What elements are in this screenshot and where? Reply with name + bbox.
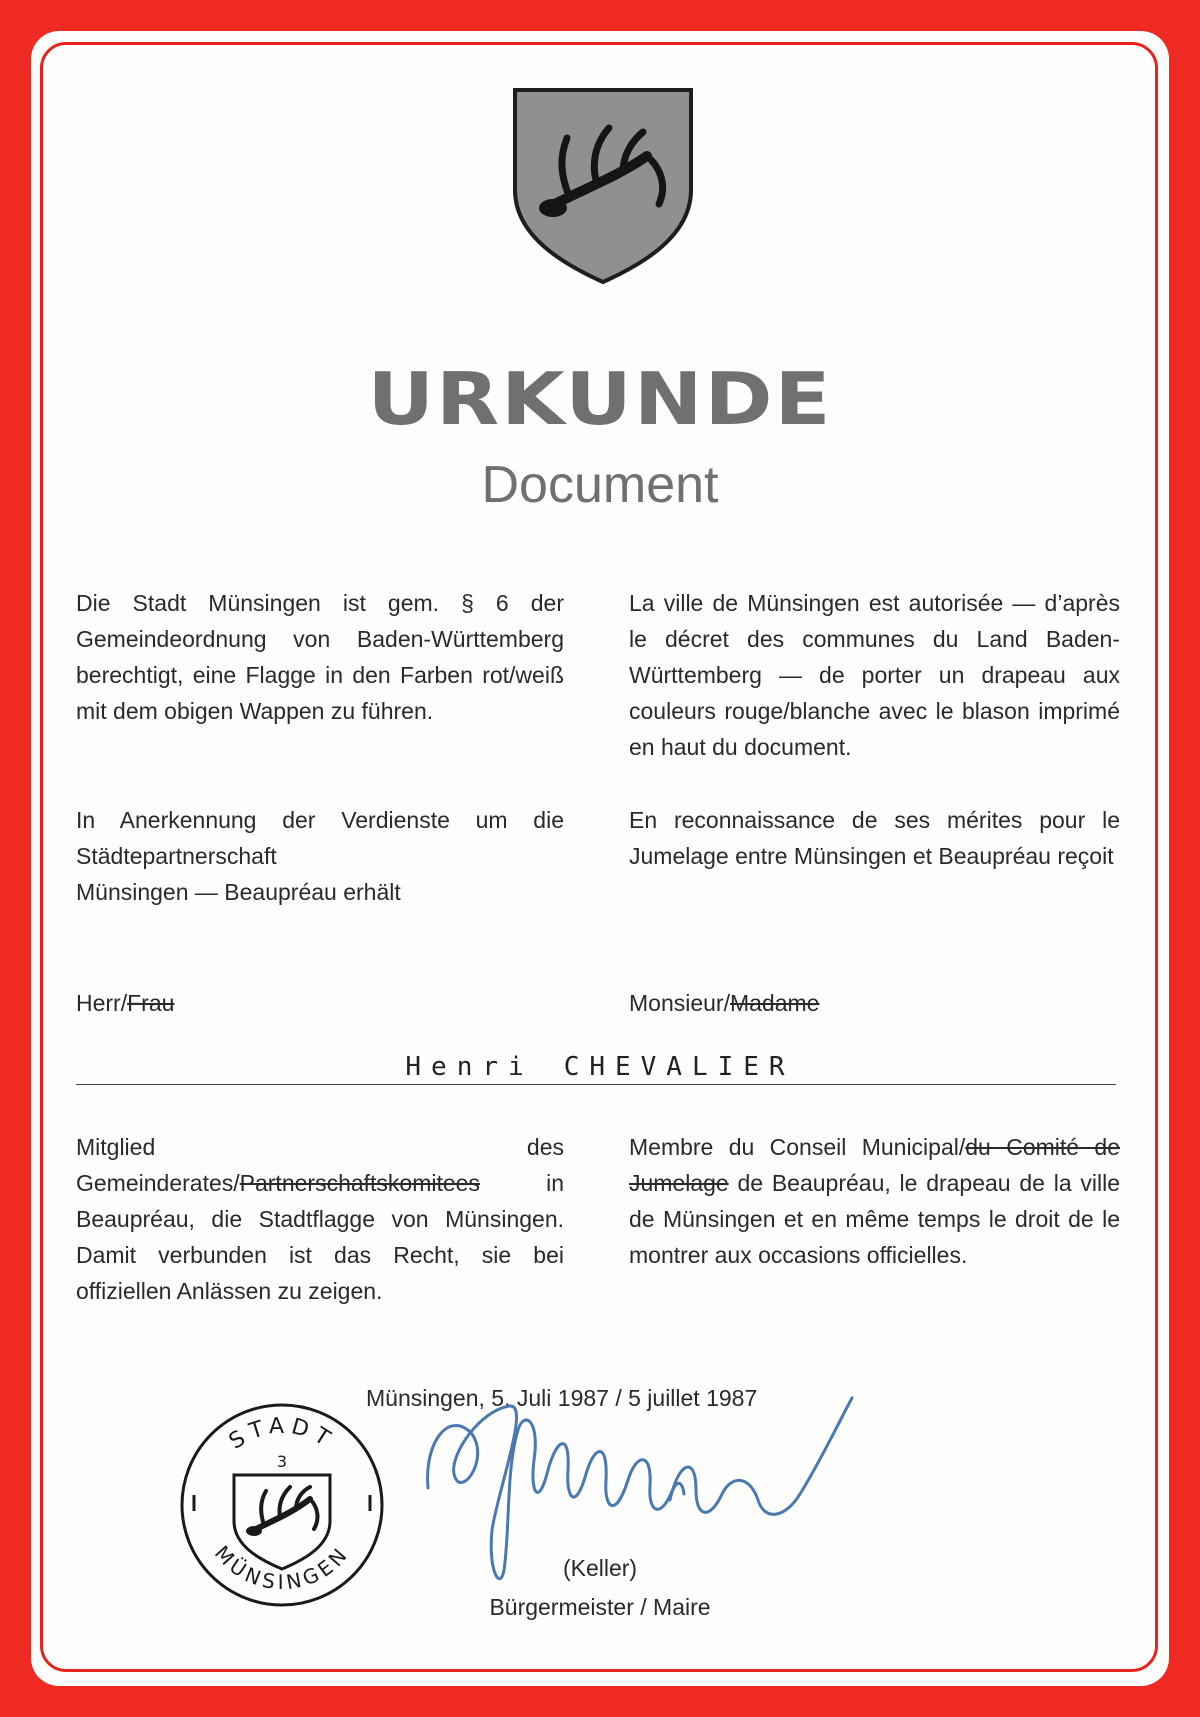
svg-text:STADT [225, 1414, 339, 1455]
award-text-fr [629, 1129, 1120, 1273]
salutation-fr [629, 985, 1120, 1021]
salutation-kept-fr: Monsieur/ [629, 990, 730, 1016]
award-after-fr: de Beaupréau, le drapeau de la ville de Münsingen et en même temps le droit de le montrer aux occasions officielles. [629, 1170, 1120, 1268]
award-after-de: in Beaupréau, die Stadtflagge von Münsingen. Damit verbunden ist das Recht, sie bei offiziellen Anlässen zu zeigen. [76, 1170, 564, 1304]
page-title: URKUNDE [367, 358, 833, 442]
recipient-name [0, 1052, 1200, 1082]
name-underline [76, 1084, 1116, 1085]
salutation-struck-de: Frau [127, 990, 175, 1016]
recognition-line-1: In Anerkennung der Verdienste um die [76, 807, 564, 833]
award-struck-de: Partnerschaftskomitees [239, 1170, 480, 1196]
seal-bottom-text: MÜNSINGEN [209, 1540, 355, 1595]
place-and-date: Münsingen, 5. Juli 1987 / 5 juillet 1987 [366, 1385, 758, 1411]
signatory-name: (Keller) [562, 1555, 638, 1581]
award-text-de [76, 1129, 564, 1309]
intro-text-de: Die Stadt Münsingen ist gem. § 6 der Gemeindeordnung von Baden-Württemberg berechtigt, eine Flagge in den Farben rot/weiß mit dem obigen Wappen zu führen. [76, 590, 564, 724]
seal-number: 3 [276, 1452, 288, 1471]
recipient-first-name: Henri [405, 1052, 534, 1082]
city-seal-stamp [172, 1395, 392, 1615]
award-before-fr: Membre du Conseil Municipal/ [629, 1134, 966, 1160]
award-struck-fr: du Comité de Jumelage [629, 1134, 1120, 1196]
salutation-kept-de: Herr/ [76, 990, 128, 1016]
seal-top-text: STADT [224, 1413, 340, 1455]
recognition-line-3: Münsingen — Beaupréau erhält [76, 879, 401, 905]
signatory-role: Bürgermeister / Maire [489, 1594, 711, 1620]
salutation-struck-fr: Madame [729, 990, 820, 1016]
salutation-de [76, 985, 564, 1021]
recognition-line-2: Städtepartnerschaft [76, 843, 277, 869]
award-before-de: Mitglied des Gemeinderates/ [76, 1134, 564, 1196]
recipient-last-name: CHEVALIER [563, 1052, 795, 1082]
recognition-text-fr: En reconnaissance de ses mérites pour le Jumelage entre Münsingen et Beaupréau reçoit [629, 807, 1120, 869]
coat-of-arms-icon [511, 86, 695, 286]
recognition-text-de [76, 802, 564, 910]
page-subtitle: Document [481, 456, 719, 514]
intro-text-fr: La ville de Münsingen est autorisée — d’après le décret des communes du Land Baden-Württemberg — de porter un drapeau aux couleurs rouge/blanche avec le blason imprimé en haut du document. [629, 590, 1120, 760]
